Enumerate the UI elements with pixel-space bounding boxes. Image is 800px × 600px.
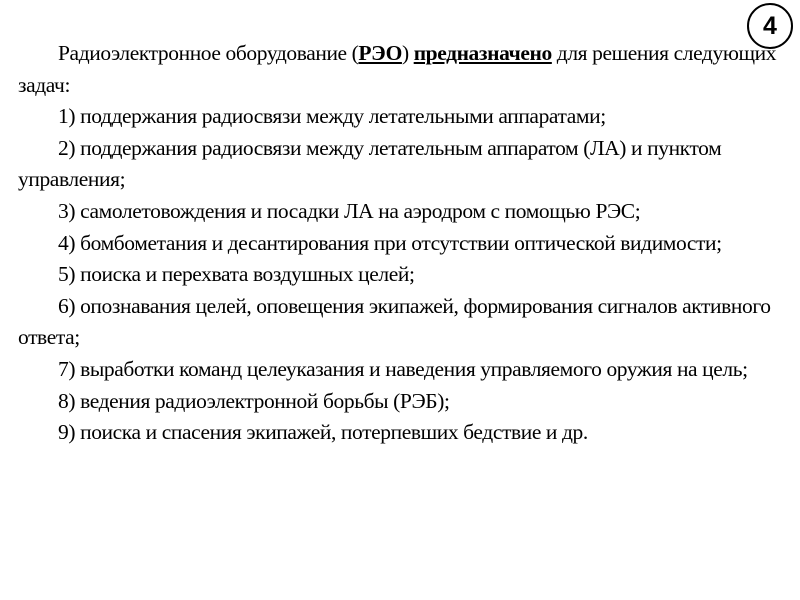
task-item-7: 7) выработки команд целеуказания и наведения управляемого оружия на цель; xyxy=(58,356,748,381)
task-item-4: 4) бомбометания и десантирования при отсутствии оптической видимости; xyxy=(58,230,722,255)
task-item-6: 6) опознавания целей, оповещения экипажей, формирования сигналов активного ответа; xyxy=(18,293,771,350)
intro-suffix: для решения следующих задач: xyxy=(18,41,777,97)
slide-number: 4 xyxy=(763,11,777,40)
task-item-9: 9) поиска и спасения экипажей, потерпевших бедствие и др. xyxy=(58,420,588,445)
emphasis-purpose: предназначено xyxy=(413,41,552,65)
intro-paragraph xyxy=(18,38,778,101)
intro-prefix: Радиоэлектронное оборудование ( xyxy=(58,41,359,65)
abbreviation-reo: РЭО xyxy=(358,41,402,65)
task-item-2: 2) поддержания радиосвязи между летательным аппаратом (ЛА) и пунктом управления; xyxy=(18,135,722,192)
intro-mid: ) xyxy=(401,41,414,65)
task-item-1: 1) поддержания радиосвязи между летательными аппаратами; xyxy=(58,104,606,129)
task-item-3: 3) самолетовождения и посадки ЛА на аэродром с помощью РЭС; xyxy=(58,198,641,223)
task-item-5: 5) поиска и перехвата воздушных целей; xyxy=(58,262,415,287)
slide-body xyxy=(18,38,778,449)
task-item-8: 8) ведения радиоэлектронной борьбы (РЭБ); xyxy=(58,388,450,413)
